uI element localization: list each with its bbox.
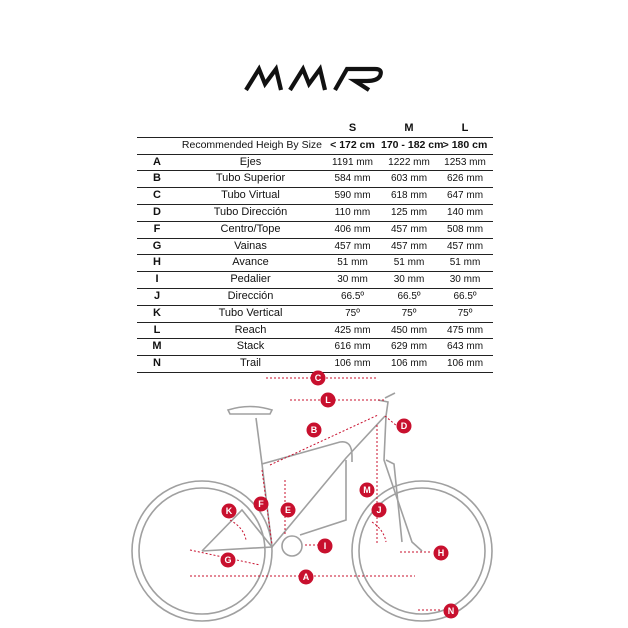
row-code: K bbox=[153, 306, 161, 319]
row-name: Pedalier bbox=[230, 273, 271, 286]
diagram-marker bbox=[434, 546, 449, 561]
row-code: F bbox=[153, 222, 161, 235]
mmr-logo-graphic bbox=[243, 66, 385, 92]
row-code: C bbox=[153, 189, 161, 202]
row-value: 626 mm bbox=[446, 173, 484, 185]
marker-label: D bbox=[400, 421, 408, 432]
marker-label: H bbox=[437, 548, 445, 559]
row-value: 406 mm bbox=[334, 223, 371, 235]
row-name: Stack bbox=[236, 340, 265, 353]
row-value: 66.5º bbox=[397, 290, 421, 302]
row-value: 75º bbox=[345, 307, 360, 319]
row-value: 1253 mm bbox=[444, 156, 486, 168]
row-value: 51 mm bbox=[449, 257, 481, 269]
diagram-marker bbox=[221, 553, 236, 568]
marker-label: M bbox=[363, 485, 371, 496]
row-value: 30 mm bbox=[337, 274, 368, 286]
row-code: A bbox=[153, 155, 161, 168]
row-code: H bbox=[153, 256, 161, 269]
row-value: 425 mm bbox=[334, 324, 371, 336]
bike-geometry-diagram bbox=[0, 360, 628, 628]
diagram-marker bbox=[299, 570, 314, 585]
row-value: 643 mm bbox=[446, 341, 484, 353]
row-value: 590 mm bbox=[334, 190, 371, 202]
row-value: 1191 mm bbox=[332, 156, 373, 168]
bike-diagram bbox=[0, 360, 628, 628]
geometry-row bbox=[137, 188, 493, 205]
row-value: 51 mm bbox=[393, 257, 425, 269]
row-name: Trail bbox=[240, 357, 261, 370]
row-name: Tubo Virtual bbox=[221, 189, 280, 202]
row-value: 30 mm bbox=[393, 274, 425, 286]
row-value: 457 mm bbox=[390, 240, 428, 252]
row-value: 618 mm bbox=[390, 190, 428, 202]
row-value: 106 mm bbox=[334, 358, 371, 370]
marker-label: N bbox=[447, 606, 455, 617]
row-value: 457 mm bbox=[334, 240, 371, 252]
geometry-row bbox=[137, 272, 493, 289]
row-value: 584 mm bbox=[334, 173, 371, 185]
row-value: 603 mm bbox=[390, 173, 428, 185]
geometry-row bbox=[137, 221, 493, 238]
geometry-row bbox=[137, 288, 493, 305]
row-code: L bbox=[153, 323, 161, 336]
row-code: M bbox=[152, 340, 162, 353]
marker-label: K bbox=[225, 506, 233, 517]
marker-layer bbox=[221, 371, 459, 619]
row-value: 475 mm bbox=[446, 324, 484, 336]
geometry-row bbox=[137, 339, 493, 356]
row-name: Reach bbox=[234, 323, 267, 336]
row-value: 30 mm bbox=[449, 274, 481, 286]
row-code: D bbox=[153, 205, 161, 218]
diagram-marker bbox=[372, 503, 387, 518]
diagram-marker bbox=[281, 503, 296, 518]
row-value: 616 mm bbox=[334, 341, 371, 353]
row-value: 106 mm bbox=[390, 358, 428, 370]
row-name: Ejes bbox=[239, 155, 262, 168]
row-value: 457 mm bbox=[390, 223, 428, 235]
marker-label: I bbox=[323, 541, 327, 552]
marker-label: L bbox=[325, 395, 331, 406]
row-value: 647 mm bbox=[446, 190, 484, 202]
marker-label: F bbox=[258, 499, 264, 510]
diagram-marker bbox=[397, 419, 412, 434]
marker-label: J bbox=[376, 505, 382, 516]
row-name: Avance bbox=[232, 256, 269, 269]
row-name: Tubo Superior bbox=[215, 172, 286, 185]
marker-label: A bbox=[302, 572, 310, 583]
geometry-row bbox=[137, 322, 493, 339]
diagram-marker bbox=[311, 371, 326, 386]
row-value: 75º bbox=[401, 307, 417, 319]
row-value: 170 - 182 cm bbox=[381, 138, 444, 151]
geometry-table bbox=[137, 121, 493, 373]
row-value: 66.5º bbox=[453, 290, 477, 302]
row-value: 457 mm bbox=[446, 240, 484, 252]
row-name: Vainas bbox=[234, 239, 267, 252]
row-name: Centro/Tope bbox=[220, 222, 281, 235]
mmr-logo bbox=[243, 66, 385, 92]
geometry-row bbox=[137, 238, 493, 255]
row-value: 125 mm bbox=[390, 206, 428, 218]
size-header: L bbox=[461, 122, 469, 134]
diagram-marker bbox=[307, 423, 322, 438]
recommended-height-row bbox=[137, 137, 493, 154]
row-value: 140 mm bbox=[446, 206, 484, 218]
row-code: B bbox=[153, 172, 161, 185]
row-value: > 180 cm bbox=[442, 138, 488, 151]
row-value: 66.5º bbox=[340, 290, 365, 302]
row-code: N bbox=[153, 357, 161, 370]
row-value: 450 mm bbox=[390, 324, 428, 336]
row-name: Dirección bbox=[227, 289, 274, 302]
geometry-row bbox=[137, 305, 493, 322]
row-value: 51 mm bbox=[337, 257, 368, 269]
diagram-marker bbox=[318, 539, 333, 554]
diagram-marker bbox=[254, 497, 269, 512]
row-code: J bbox=[153, 289, 161, 302]
row-code: G bbox=[152, 239, 162, 252]
size-header: S bbox=[348, 122, 357, 134]
saddle bbox=[228, 407, 272, 415]
diagram-marker bbox=[222, 504, 237, 519]
size-header-row bbox=[137, 121, 493, 137]
row-value: < 172 cm bbox=[330, 138, 375, 151]
row-value: 1222 mm bbox=[388, 156, 430, 168]
row-name: Recommended Heigh By Size bbox=[181, 138, 322, 151]
marker-label: G bbox=[224, 555, 232, 566]
row-name: Tubo Dirección bbox=[213, 205, 288, 218]
row-value: 110 mm bbox=[334, 206, 371, 218]
geometry-row bbox=[137, 255, 493, 272]
row-value: 629 mm bbox=[390, 341, 428, 353]
row-value: 508 mm bbox=[446, 223, 484, 235]
row-value: 106 mm bbox=[446, 358, 484, 370]
row-value: 75º bbox=[457, 307, 473, 319]
crank bbox=[282, 536, 302, 556]
row-name: Tubo Vertical bbox=[218, 306, 283, 319]
geometry-rows bbox=[137, 154, 493, 372]
geometry-row bbox=[137, 154, 493, 171]
geometry-row bbox=[137, 171, 493, 188]
size-header: M bbox=[404, 122, 414, 134]
row-code: I bbox=[155, 273, 159, 286]
marker-label: B bbox=[310, 425, 318, 436]
marker-label: C bbox=[314, 373, 322, 384]
geometry-row bbox=[137, 204, 493, 221]
diagram-marker bbox=[360, 483, 375, 498]
marker-label: E bbox=[284, 505, 292, 516]
diagram-marker bbox=[444, 604, 459, 619]
diagram-marker bbox=[321, 393, 336, 408]
